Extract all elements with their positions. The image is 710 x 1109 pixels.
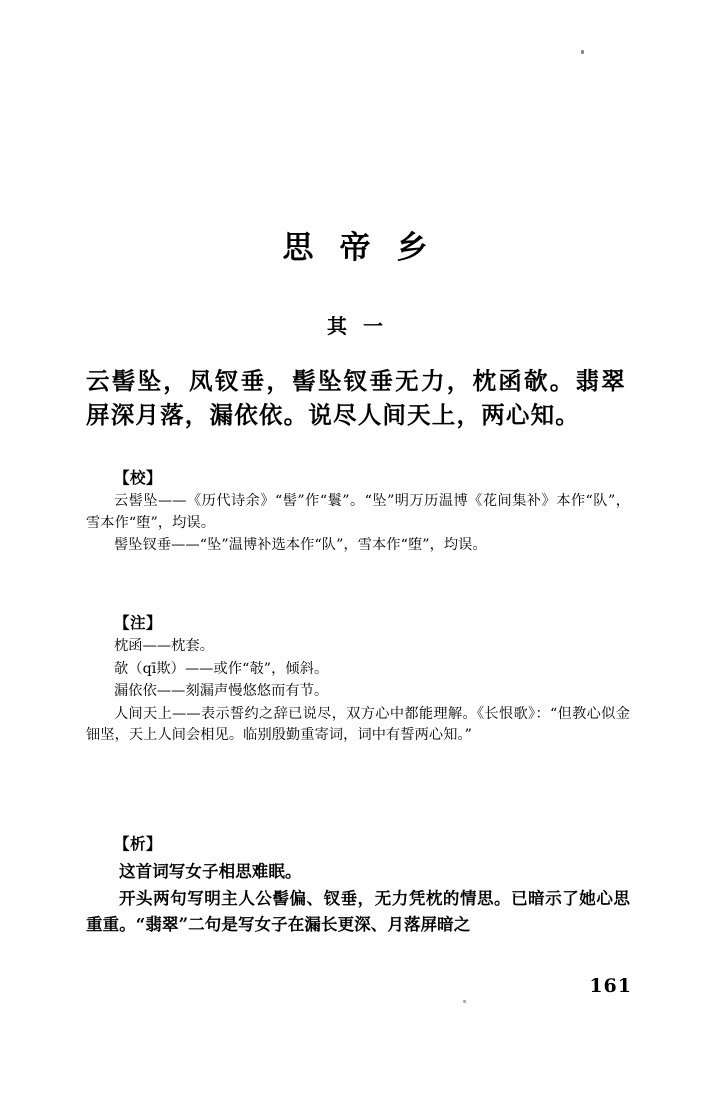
section-zhu [86,611,630,747]
section-heading-jiao: 【校】 [114,468,163,487]
list-item: 欹（qī欺）——或作“攲”，倾斜。 [114,660,329,677]
page-number: 161 [589,975,632,997]
list-item: 云髻坠——《历代诗余》“髻”作“鬟”。“坠”明万历温博《花间集补》本作“队”，雪本作“堕”，均误。 [86,493,630,531]
scan-speck-icon [581,50,584,54]
page-title: 思帝乡 [282,230,454,266]
list-item: 这首词写女子相思难眠。 [119,862,302,881]
scan-speck-icon [463,1000,466,1003]
poem-text: 云髻坠，凤钗垂，髻坠钗垂无力，枕函欹。翡翠屏深月落，漏依依。说尽人间天上，两心知。 [86,367,626,429]
list-item: 漏依依——刻漏声慢悠悠而有节。 [114,683,329,699]
section-xi [86,832,630,938]
list-item: 开头两句写明主人公髻偏、钗垂，无力凭枕的情思。已暗示了她心思重重。“翡翠”二句是写女子在漏长更深、月落屏暗之 [86,889,630,934]
list-item: 人间天上——表示誓约之辞已说尽，双方心中都能理解。《长恨歌》：“但教心似金钿坚，天上人间会相见。临别殷勤重寄词，词中有誓两心知。” [86,705,630,743]
list-item: 髻坠钗垂——“坠”温博补选本作“队”，雪本作“堕”，均误。 [114,537,487,553]
section-jiao [86,466,630,557]
list-item: 枕函——枕套。 [114,638,215,654]
section-heading-zhu: 【注】 [114,613,163,632]
poem-subtitle: 其一 [327,314,399,338]
section-heading-xi: 【析】 [114,834,163,853]
